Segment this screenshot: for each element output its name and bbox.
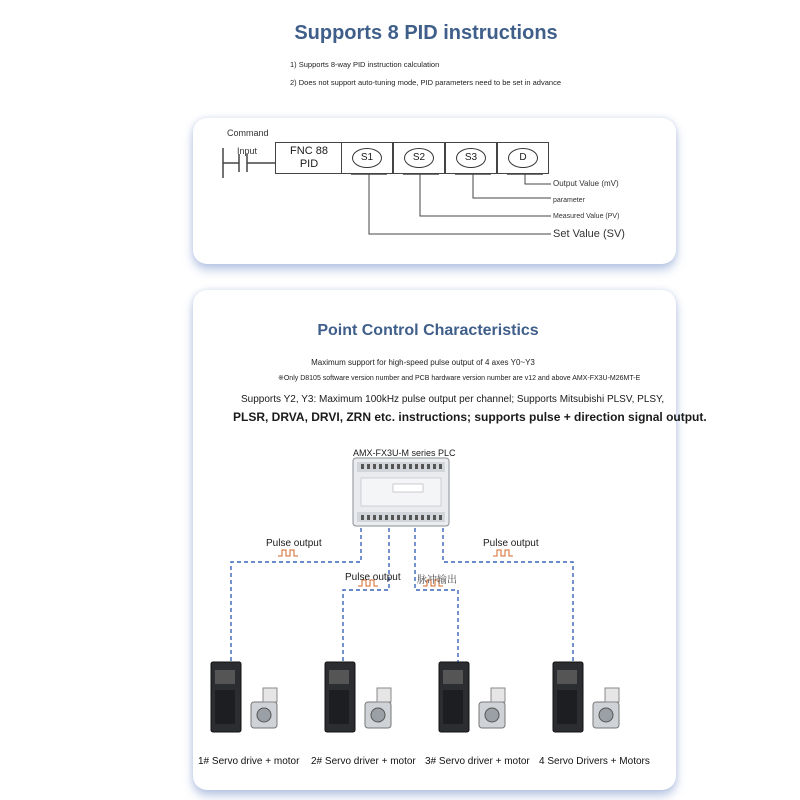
servo-set-3 <box>439 662 505 732</box>
operand-d: D <box>508 148 538 168</box>
pid-card <box>193 118 676 264</box>
operand-s3-box <box>445 142 497 174</box>
output-value-label: Output Value (mV) <box>553 179 619 188</box>
point-control-card <box>193 290 707 790</box>
pid-title: Supports 8 PID instructions <box>294 22 558 44</box>
servo-set-4 <box>553 662 619 732</box>
operand-s3: S3 <box>456 148 486 168</box>
servo-set-2 <box>325 662 391 732</box>
plc-label: AMX-FX3U-M series PLC <box>353 448 456 458</box>
servo-caption-1: 1# Servo drive + motor <box>198 756 300 767</box>
servo-caption-2: 2# Servo driver + motor <box>311 756 416 767</box>
fnc-88-box <box>275 142 343 174</box>
input-label: Input <box>237 146 258 156</box>
operand-s2-box <box>393 142 445 174</box>
pulse-label-1: Pulse output <box>266 538 322 549</box>
operand-s1-box <box>341 142 393 174</box>
operand-s1: S1 <box>352 148 382 168</box>
pid-instruction-diagram <box>193 118 676 264</box>
pulse-label-4: Pulse output <box>483 538 539 549</box>
servo-caption-3: 3# Servo driver + motor <box>425 756 530 767</box>
servo-set-1 <box>211 662 277 732</box>
parameter-label: parameter <box>553 197 585 204</box>
command-label: Command <box>227 128 269 138</box>
fnc-line-2: PID <box>299 158 319 170</box>
plc-module <box>353 458 449 526</box>
pid-note-1: 1) Supports 8-way PID instruction calculation <box>290 60 440 69</box>
set-value-label: Set Value (SV) <box>553 228 625 240</box>
fnc-line-1: FNC 88 <box>290 145 328 157</box>
point-desc-2: PLSR, DRVA, DRVI, ZRN etc. instructions; supports pulse + direction signal output. <box>233 410 707 424</box>
point-desc-1: Supports Y2, Y3: Maximum 100kHz pulse output per channel; Supports Mitsubishi PLSV, PLSY, <box>241 394 665 405</box>
point-title: Point Control Characteristics <box>317 322 539 339</box>
pulse-label-3: 脉冲输出 <box>417 575 457 586</box>
operand-s2: S2 <box>404 148 434 168</box>
measured-value-label: Measured Value (PV) <box>553 213 620 220</box>
pid-note-2: 2) Does not support auto-tuning mode, PID parameters need to be set in advance <box>290 78 561 87</box>
operand-d-box <box>497 142 549 174</box>
point-note-1: Maximum support for high-speed pulse output of 4 axes Y0~Y3 <box>311 358 535 367</box>
pulse-label-2: Pulse output <box>345 572 401 583</box>
point-note-2: ※Only D8105 software version number and PCB hardware version number are v12 and above AMX-FX3U-M26MT-E <box>278 375 641 382</box>
servo-caption-4: 4 Servo Drivers + Motors <box>539 756 650 767</box>
